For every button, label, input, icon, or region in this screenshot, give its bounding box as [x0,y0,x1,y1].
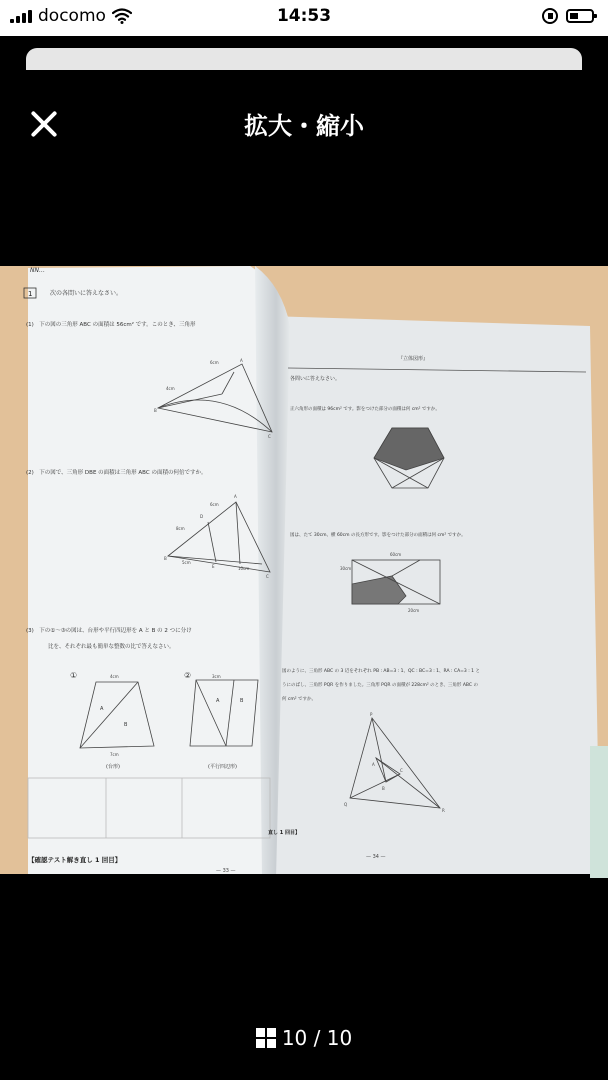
svg-text:B: B [164,556,167,561]
caption-trapezoid: (台形) [106,764,120,770]
right-page [268,316,600,878]
box-number: 1 [28,290,33,298]
zoomable-photo[interactable] [0,266,608,878]
status-time: 14:53 [276,6,332,26]
svg-text:7cm: 7cm [110,752,119,757]
svg-text:P: P [370,712,373,717]
left-footer: 【確認テスト解き直し 1 回目】 [28,856,122,864]
page-title: 拡大・縮小 [244,112,364,140]
svg-text:6cm: 6cm [210,360,219,365]
svg-text:6cm: 6cm [210,502,219,507]
status-bar [0,0,608,36]
svg-text:B: B [382,786,385,791]
fig-label-1: ① [70,671,78,680]
sheet-top-edge [0,36,608,70]
textbook-photo [0,266,608,878]
svg-text:B: B [240,698,244,704]
page-indicator [0,1026,608,1050]
right-footer: 直し 1 回目】 [268,830,300,836]
right-page-number: — 34 — [366,854,386,860]
left-page [28,266,290,878]
right-tag: 『立体図形』 [398,356,429,362]
svg-text:30cm: 30cm [340,566,352,571]
svg-text:C: C [400,768,403,773]
svg-text:A: A [216,698,220,704]
svg-text:A: A [372,762,375,767]
right-q3b: うにのばし、三角形 PQR を作りました。三角形 PQR の面積が 228cm² のとき、三角形 ABC の [282,683,479,688]
svg-text:B: B [124,722,128,728]
svg-text:E: E [212,564,215,569]
left-q3b: 比を、それぞれ最も簡単な整数の比で答えなさい。 [48,644,175,650]
left-instruction: 次の各問いに答えなさい。 [50,290,123,297]
right-instruction: 各問いに答えなさい。 [290,376,341,382]
svg-text:C: C [268,434,271,439]
grid-icon[interactable] [256,1028,276,1048]
underlying-sheet [26,48,582,70]
battery-icon [566,9,594,23]
svg-text:3cm: 3cm [212,674,221,679]
svg-text:4cm: 4cm [110,674,119,679]
svg-text:4cm: 4cm [166,386,175,391]
left-q2: (2) 下の図で、三角形 DBE の面積は三角形 ABC の面積の何倍ですか。 [26,470,207,476]
left-page-number: — 33 — [216,868,236,874]
svg-text:10cm: 10cm [238,566,250,571]
svg-text:D: D [200,514,204,519]
carrier-name: docomo [38,6,106,26]
status-right [542,8,594,24]
fig-label-2: ② [184,671,192,680]
right-q3c: 何 cm² ですか。 [282,697,317,702]
right-q1: 正六角形の面積は 96cm² です。影をつけた部分の面積は何 cm² ですか。 [290,407,440,412]
left-q3a: (3) 下の①〜③の図は、台形や平行四辺形を A と B の 2 つに分け [26,628,192,634]
svg-text:C: C [266,574,269,579]
svg-text:8cm: 8cm [176,526,185,531]
svg-text:A: A [240,358,243,363]
caption-parallelogram: (平行四辺形) [208,764,237,770]
svg-text:20cm: 20cm [408,608,420,613]
page-counter: 10 / 10 [281,1026,353,1050]
rotation-lock-icon [542,8,558,24]
left-q1: (1) 下の図の三角形 ABC の面積は 56cm² です。このとき、三角形 [26,322,196,328]
svg-text:A: A [100,706,104,712]
svg-text:60cm: 60cm [390,552,402,557]
right-q2: 図は、たて 30cm、横 60cm の長方形です。影をつけた部分の面積は何 cm² ですか。 [290,533,466,538]
svg-text:A: A [234,494,237,499]
svg-text:R: R [442,808,445,813]
right-q3a: 図のように、三角形 ABC の 3 辺をそれぞれ PB : AB=3 : 1、QC : BC=3 : 1、RA : CA=3 : 1 と [282,669,480,674]
svg-text:Q: Q [344,802,348,807]
svg-text:5cm: 5cm [182,560,191,565]
svg-text:NN…: NN… [30,267,45,274]
svg-text:B: B [154,408,157,413]
